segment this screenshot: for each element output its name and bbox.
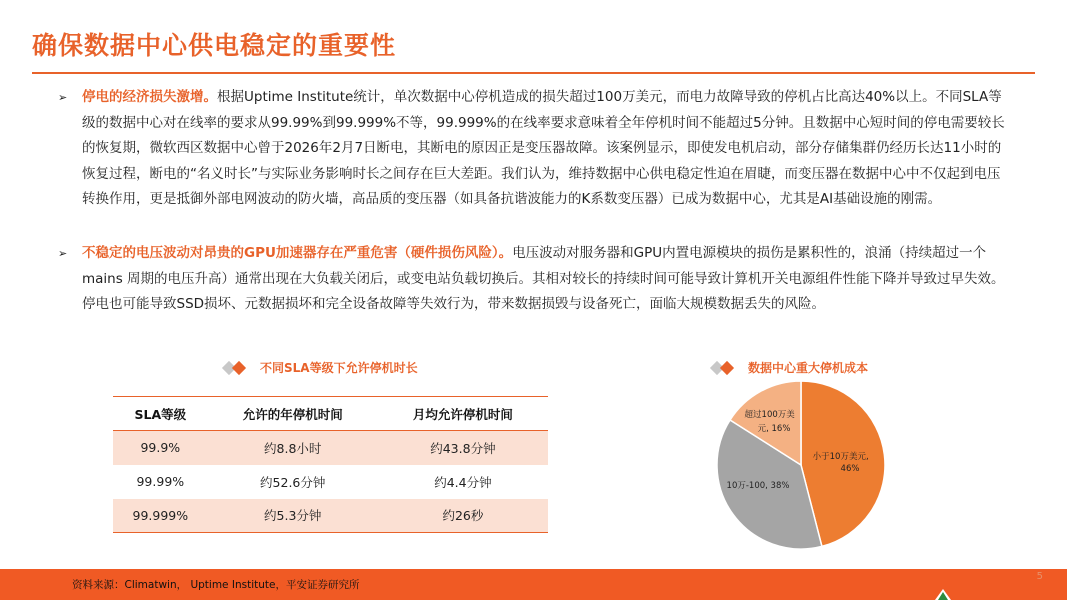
bullet-economic-loss: [58, 85, 1008, 213]
title-divider: [32, 72, 1035, 74]
diamond-icon: [710, 360, 740, 376]
bullet-text: 根据Uptime Institute统计，单次数据中心停机造成的损失超过100万美元，而电力故障导致的停机占比高达40%以上。不同SLA等级的数据中心对在线率的要求从99.99%到99.999%不等，99.999%的在线率要求意味着全年停机时间不能超过5分钟。且数据中心短时间的停电需要较长的恢复期，微软西区数据中心曾于2026年2月7日断电，其断电的原因正是变压器故障。该案例显示，即使发电机启动，部分存储集群仍经历长达11小时的恢复过程，断电的“名义时长”与实际业务影响时长之间存在巨大差距。我们认为，维持数据中心供电稳定性迫在眉睫，而变压器在数据中心中不仅起到电压转换作用，更是抵御外部电网波动的防火墙，高品质的变压器（如具备抗谐波能力的K系数变压器）已成为数据中心，尤其是AI基础设施的刚需。: [82, 89, 1005, 207]
table-cell: 99.99%: [136, 474, 185, 489]
bullet-body: [82, 241, 1008, 318]
slice-label-over-1m: 超过100万美 元, 16%: [744, 410, 795, 434]
table-cell: 约26秒: [378, 499, 548, 533]
arrow-bullet-icon: ➢: [58, 91, 68, 104]
chart-section-title: 数据中心重大停机成本: [748, 361, 869, 375]
table-cell: 约52.6分钟: [260, 474, 326, 490]
bullet-voltage-risk: [58, 241, 1008, 318]
company-logo-icon: [934, 588, 952, 600]
page-title: 确保数据中心供电稳定的重要性: [32, 31, 397, 60]
column-header-sla: SLA等级: [113, 397, 208, 431]
slice-label-100k-1m: 10万-100, 38%: [726, 481, 790, 491]
bullet-text: 电压波动对服务器和GPU内置电源模块的损伤是累积性的，浪涌（持续超过一个mains 周期的电压升高）通常出现在大负载关闭后，或变电站负载切换后。其相对较长的持续时间可能导致计算机开关电源组件性能下降并导致过早失效。停电也可能导致SSD损坏、元数据损坏和完全设备故障等失效行为，带来数据损毁与设备死亡，面临大规模数据丢失的风险。: [82, 245, 1005, 312]
table-cell: 约8.8小时: [208, 431, 378, 465]
chart-section-heading: [710, 359, 868, 376]
table-cell: 约43.8分钟: [378, 431, 548, 465]
bullet-body: [82, 85, 1008, 213]
downtime-cost-pie-chart: [700, 378, 900, 558]
table-cell: 99.9%: [113, 431, 208, 465]
footer-source: 资料来源：Climatwin， Uptime Institute，平安证券研究所: [72, 579, 360, 591]
bullet-highlight: 停电的经济损失激增。: [82, 89, 217, 105]
column-header-annual: 允许的年停机时间: [208, 397, 378, 431]
table-header-row: [113, 397, 548, 431]
arrow-bullet-icon: ➢: [58, 247, 68, 260]
table-cell: 约5.3分钟: [208, 499, 378, 533]
bullet-highlight: 不稳定的电压波动对昂贵的GPU加速器存在严重危害（硬件损伤风险）。: [82, 245, 513, 261]
slice-label-under-100k: 小于10万美元, 46%: [812, 452, 869, 474]
table-section-heading: [222, 359, 418, 376]
table-row: [113, 499, 548, 533]
page-number: 5: [1036, 571, 1043, 582]
table-cell: 99.999%: [113, 499, 208, 533]
table-section-title: 不同SLA等级下允许停机时长: [260, 361, 418, 375]
table-row: [113, 431, 548, 465]
diamond-icon: [222, 360, 252, 376]
table-cell: 约4.4分钟: [434, 474, 492, 490]
sla-downtime-table: [113, 396, 548, 533]
table-row: [113, 465, 548, 499]
column-header-monthly: 月均允许停机时间: [378, 397, 548, 431]
